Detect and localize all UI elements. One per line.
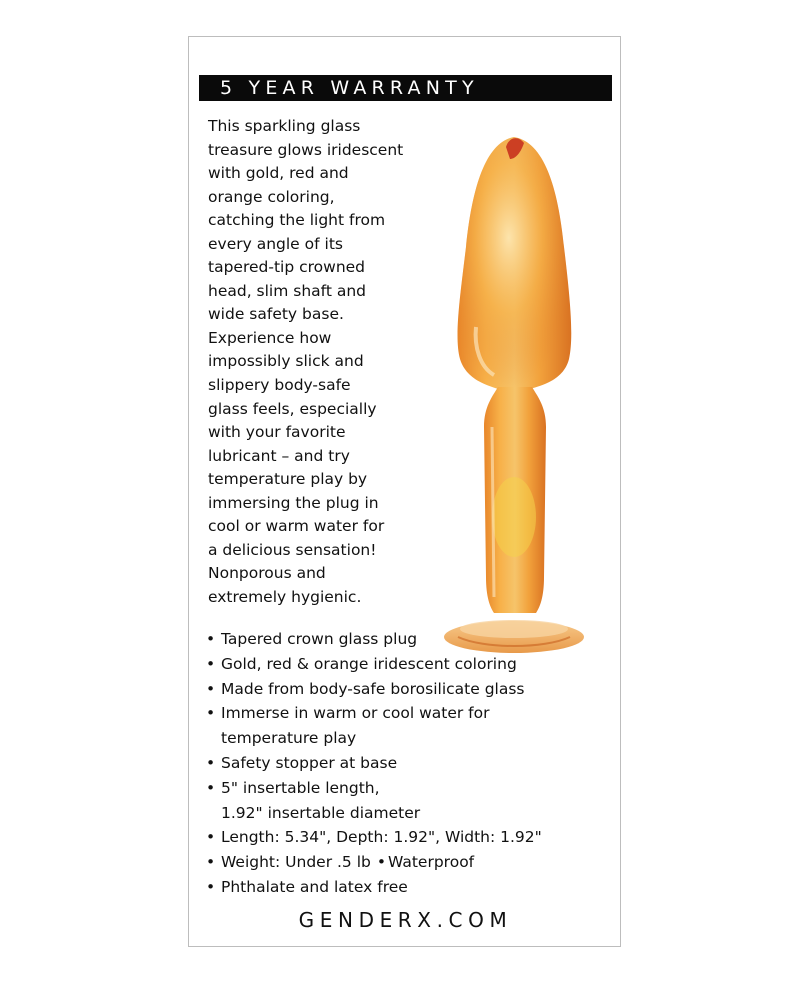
feature-item: • Length: 5.34", Depth: 1.92", Width: 1.92" (206, 825, 616, 850)
glass-plug-image (414, 97, 614, 657)
feature-item: • Phthalate and latex free (206, 875, 616, 900)
description-line: with your favorite (208, 423, 346, 442)
bullet-icon: • (206, 778, 216, 797)
description-line: temperature play by (208, 470, 368, 489)
bullet-icon: • (206, 704, 216, 723)
description-line: catching the light from (208, 211, 386, 230)
description-line: tapered-tip crowned (208, 258, 366, 277)
description-line: cool or warm water for (208, 517, 385, 536)
feature-item: • Tapered crown glass plug (206, 627, 616, 652)
description-line: This sparkling glass (208, 117, 361, 135)
description-line: head, slim shaft and (208, 281, 367, 300)
description-line: impossibly slick and (208, 352, 364, 371)
description-line: slippery body-safe (208, 376, 351, 395)
feature-item: • Safety stopper at base (206, 751, 616, 776)
description-line: every angle of its (208, 234, 343, 253)
feature-item: • Weight: Under .5 lb • Waterproof (206, 850, 616, 875)
bullet-icon: • (376, 853, 387, 872)
bullet-icon: • (206, 877, 216, 896)
website-footer: GENDERX.COM (298, 908, 513, 932)
feature-list (206, 627, 616, 900)
description-line: extremely hygienic. (208, 587, 362, 606)
description-line: with gold, red and (208, 164, 349, 183)
product-card (188, 36, 621, 947)
description-line: treasure glows iridescent (208, 140, 404, 159)
bullet-icon: • (206, 630, 216, 648)
bullet-icon: • (206, 828, 216, 847)
description-line: orange coloring, (208, 187, 335, 206)
bullet-icon: • (206, 679, 216, 698)
description-line: immersing the plug in (208, 493, 379, 512)
bullet-icon: • (206, 753, 216, 772)
feature-item: • 5" insertable length, 1.92" insertable diameter (206, 776, 616, 826)
description-line: glass feels, especially (208, 399, 377, 418)
description-line: Nonporous and (208, 564, 326, 583)
product-description (208, 115, 438, 609)
description-line: Experience how (208, 328, 332, 347)
description-line: a delicious sensation! (208, 540, 377, 559)
bullet-icon: • (206, 853, 216, 872)
bullet-icon: • (206, 654, 216, 673)
description-line: wide safety base. (208, 305, 344, 324)
description-line: lubricant – and try (208, 446, 350, 465)
warranty-banner: 5 YEAR WARRANTY (199, 75, 612, 101)
feature-item: • Gold, red & orange iridescent coloring (206, 652, 616, 677)
feature-item: • Immerse in warm or cool water for temperature play (206, 701, 616, 751)
feature-item: • Made from body-safe borosilicate glass (206, 677, 616, 702)
